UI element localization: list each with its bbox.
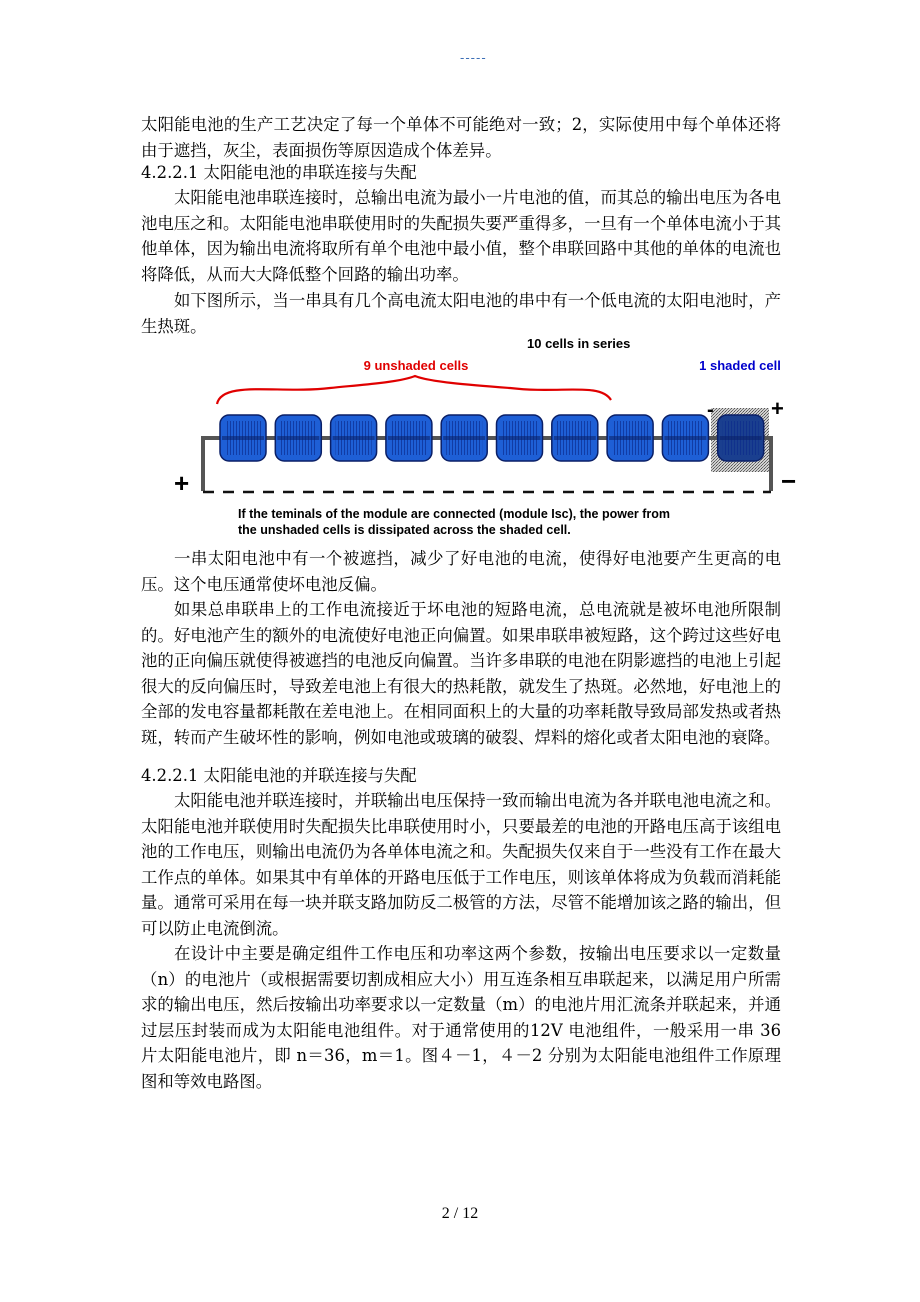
shaded-label: 1 shaded cell: [699, 358, 781, 373]
series-cells-figure: [170, 330, 810, 540]
unshaded-label: 9 unshaded cells: [363, 358, 469, 373]
paragraph-4: 一串太阳电池中有一个被遮挡，减少了好电池的电流，使得好电池要产生更高的电压。这个电压通常使坏电池反偏。: [141, 549, 781, 594]
right-minus-sign: −: [781, 466, 797, 496]
paragraph-2: 太阳能电池串联连接时，总输出电流为最小一片电池的值，而其总的输出电压为各电池电压之和。太阳能电池串联使用时的失配损失要严重得多，一旦有一个单体电流小于其他单体，因为输出电流将取所有单个电池中最小值，整个串联回路中其他的单体的电流也将降低，从而大大降低整个回路的输出功率。: [141, 188, 781, 284]
unshaded-cell: [662, 415, 708, 461]
unshaded-brace: [217, 376, 611, 404]
unshaded-cell: [497, 415, 543, 461]
unshaded-cell: [275, 415, 321, 461]
paragraph-6: 太阳能电池并联连接时，并联输出电压保持一致而输出电流为各并联电池电流之和。太阳能电池并联使用时失配损失比串联使用时小，只要最差的电池的开路电压高于该组电池的工作电压，则输出电流仍为各单体电流之和。失配损失仅来自于一些没有工作在最大工作点的单体。如果其中有单体的开路电压低于工作电压，则该单体将成为负载而消耗能量。通常可采用在每一块并联支路加防反二极管的方法，尽管不能增加该之路的输出，但可以防止电流倒流。: [141, 791, 781, 938]
unshaded-cell: [331, 415, 377, 461]
paragraph-3: 如下图所示，当一串具有几个高电流太阳电池的串中有一个低电流的太阳电池时，产生热斑。: [141, 291, 781, 336]
figure-title: 10 cells in series: [527, 336, 631, 351]
caption-line-2: the unshaded cells is dissipated across the shaded cell.: [238, 523, 571, 537]
shaded-cell: [718, 415, 764, 461]
unshaded-cell: [220, 415, 266, 461]
paragraph-1: 太阳能电池的生产工艺决定了每一个单体不可能绝对一致；2，实际使用中每个单体还将由于遮挡，灰尘，表面损伤等原因造成个体差异。: [141, 115, 781, 160]
section-heading-parallel: 4.2.2.1 太阳能电池的并联连接与失配: [141, 766, 417, 785]
caption-line-1: If the teminals of the module are connected (module Isc), the power from: [238, 507, 671, 521]
left-plus-sign: +: [174, 468, 190, 498]
paragraph-7: 在设计中主要是确定组件工作电压和功率这两个参数，按输出电压要求以一定数量（n）的电池片（或根据需要切割成相应大小）用互连条相互串联起来，以满足用户所需求的输出电压，然后按输出功率要求以一定数量（m）的电池片用汇流条并联起来，并通过层压封装而成为太阳能电池组件。对于通常使用的12V 电池组件，一般采用一串 36 片太阳能电池片，即 n＝36，m＝1。图４－1，４－2 分别为太阳能电池组件工作原理图和等效电路图。: [141, 944, 781, 1091]
unshaded-cell: [441, 415, 487, 461]
header-mark: -----: [460, 50, 487, 65]
shaded-minus-sign: -: [707, 399, 714, 421]
shaded-plus-sign: +: [771, 396, 784, 421]
unshaded-cell: [607, 415, 653, 461]
unshaded-cell: [552, 415, 598, 461]
paragraph-5: 如果总串联串上的工作电流接近于坏电池的短路电流，总电流就是被坏电池所限制的。好电池产生的额外的电流使好电池正向偏置。如果串联串被短路，这个跨过这些好电池的正向偏压就使得被遮挡的电池反向偏置。当许多串联的电池在阴影遮挡的电池上引起很大的反向偏压时，导致差电池上有很大的热耗散，就发生了热斑。必然地，好电池上的全部的发电容量都耗散在差电池上。在相同面积上的大量的功率耗散导致局部发热或者热斑，转而产生破坏性的影响，例如电池或玻璃的破裂、焊料的熔化或者太阳电池的衰降。: [141, 600, 781, 747]
section-heading-series: 4.2.2.1 太阳能电池的串联连接与失配: [141, 163, 417, 182]
unshaded-cell: [386, 415, 432, 461]
page-number: 2 / 12: [441, 1205, 479, 1222]
